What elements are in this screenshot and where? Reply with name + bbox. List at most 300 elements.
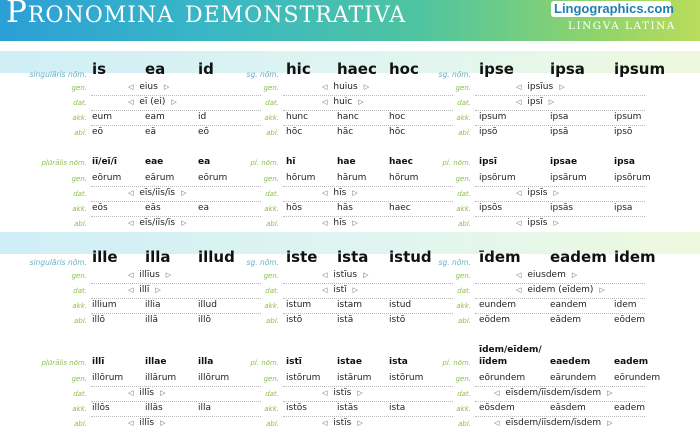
- ille-sg-akk-2: illud: [198, 300, 217, 310]
- idem-pl-akk-1: eāsdem: [550, 403, 586, 413]
- hic-pl-abl-common: hīs: [333, 218, 347, 228]
- ille-sg-label: singulāris nōm.: [29, 258, 87, 267]
- brand-subtitle: LINGVA LATINA: [568, 20, 676, 32]
- iste-sg-abl-1: istā: [337, 315, 354, 325]
- ipse-sg-abl-0: ipsō: [479, 127, 498, 137]
- idem-pl-nom-1: eaedem: [550, 357, 591, 367]
- idem-sg-nom-1: eadem: [550, 248, 607, 266]
- left-arrow-icon: ◁: [128, 389, 134, 397]
- ipse-sg-gen-common: ipsīus: [527, 82, 554, 92]
- right-arrow-icon: ▷: [559, 83, 565, 91]
- row-divider: [91, 186, 261, 187]
- iste-gen-label: gen.: [263, 272, 279, 280]
- left-arrow-icon: ◁: [494, 389, 500, 397]
- iste-pl-gen-1: istārum: [337, 373, 372, 383]
- row-divider: [475, 416, 645, 417]
- is-sg-label: singulāris nōm.: [29, 70, 87, 79]
- hic-abl-label: abl.: [266, 129, 279, 137]
- iste-pl-nom-1: istae: [337, 357, 362, 367]
- right-arrow-icon: ▷: [363, 271, 369, 279]
- left-arrow-icon: ◁: [516, 83, 522, 91]
- is-pl-gen-1: eārum: [145, 173, 175, 183]
- ipse-sg-gen-row: [516, 82, 565, 92]
- left-arrow-icon: ◁: [516, 286, 522, 294]
- row-divider: [91, 283, 261, 284]
- is-sg-dat-row: [128, 97, 177, 107]
- is-sg-abl-2: eō: [198, 127, 210, 137]
- left-arrow-icon: ◁: [128, 271, 134, 279]
- hic-pl-nom-1: hae: [337, 157, 356, 167]
- iste-pl-akk-2: ista: [389, 403, 406, 413]
- ille-pl-gen-1: illārum: [145, 373, 177, 383]
- ipse-sg-dat-common: ipsī: [527, 97, 543, 107]
- left-arrow-icon: ◁: [128, 98, 134, 106]
- is-pl-dat-label: dat.: [73, 190, 87, 198]
- ipse-pl-abl-label: abl.: [458, 220, 471, 228]
- idem-sg-akk-2: idem: [614, 300, 637, 310]
- ipse-abl-label: abl.: [458, 129, 471, 137]
- is-pl-label: plūrālis nōm.: [41, 159, 87, 167]
- right-arrow-icon: ▷: [357, 389, 363, 397]
- ille-abl-label: abl.: [74, 317, 87, 325]
- ipse-pl-abl-row: [516, 218, 559, 228]
- hic-pl-gen-label: gen.: [263, 175, 279, 183]
- row-divider: [283, 298, 453, 299]
- left-arrow-icon: ◁: [128, 189, 134, 197]
- ille-sg-dat-row: [128, 285, 161, 295]
- ipse-pl-gen-0: ipsōrum: [479, 173, 516, 183]
- ipse-pl-nom-1: ipsae: [550, 157, 578, 167]
- left-arrow-icon: ◁: [322, 389, 328, 397]
- right-arrow-icon: ▷: [358, 98, 364, 106]
- ipse-akk-label: akk.: [456, 114, 471, 122]
- ipse-sg-nom-1: ipsa: [550, 60, 585, 78]
- idem-pl-gen-1: eārundem: [550, 373, 597, 383]
- row-divider: [91, 125, 261, 126]
- iste-sg-dat-common: istī: [333, 285, 347, 295]
- left-arrow-icon: ◁: [322, 98, 328, 106]
- right-arrow-icon: ▷: [352, 189, 358, 197]
- idem-sg-abl-0: eōdem: [479, 315, 511, 325]
- row-divider: [91, 216, 261, 217]
- right-arrow-icon: ▷: [553, 219, 559, 227]
- ille-pl-akk-label: akk.: [72, 405, 87, 413]
- row-divider: [475, 186, 645, 187]
- hic-sg-akk-1: hanc: [337, 112, 359, 122]
- idem-pl-nom-0: iīdem: [479, 357, 508, 367]
- idem-pl-abl-row: [494, 418, 613, 428]
- ipse-pl-nom-0: ipsī: [479, 157, 497, 167]
- row-divider: [475, 313, 645, 314]
- ille-pl-gen-2: illōrum: [198, 373, 230, 383]
- idem-pl-abl-label: abl.: [458, 420, 471, 428]
- ipse-pl-akk-0: ipsōs: [479, 203, 503, 213]
- idem-sg-nom-0: īdem: [479, 248, 521, 266]
- ille-sg-akk-0: illium: [92, 300, 117, 310]
- ipse-sg-nom-2: ipsum: [614, 60, 666, 78]
- is-sg-gen-row: [128, 82, 169, 92]
- right-arrow-icon: ▷: [155, 286, 161, 294]
- iste-sg-akk-0: istum: [286, 300, 312, 310]
- ille-pl-abl-label: abl.: [74, 420, 87, 428]
- is-pl-dat-row: [128, 188, 186, 198]
- hic-pl-akk-2: haec: [389, 203, 411, 213]
- is-pl-nom-1: eae: [145, 157, 164, 167]
- idem-pl-gen-2: eōrundem: [614, 373, 661, 383]
- page-title: Pronomina demonstrativa: [6, 0, 407, 30]
- row-divider: [475, 216, 645, 217]
- ille-sg-nom-0: ille: [92, 248, 118, 266]
- is-sg-nom-2: id: [198, 60, 214, 78]
- is-abl-label: abl.: [74, 129, 87, 137]
- right-arrow-icon: ▷: [553, 189, 559, 197]
- left-arrow-icon: ◁: [322, 419, 328, 427]
- iste-sg-abl-0: istō: [286, 315, 303, 325]
- ille-pl-akk-1: illās: [145, 403, 163, 413]
- ipse-pl-label: pl. nōm.: [442, 159, 471, 167]
- is-sg-abl-0: eō: [92, 127, 104, 137]
- ille-pl-gen-0: illōrum: [92, 373, 124, 383]
- hic-sg-label: sg. nōm.: [246, 70, 279, 79]
- ille-pl-label: plūrālis nōm.: [41, 359, 87, 367]
- is-gen-label: gen.: [71, 84, 87, 92]
- iste-pl-nom-2: ista: [389, 357, 408, 367]
- iste-sg-akk-2: istud: [389, 300, 412, 310]
- idem-sg-label: sg. nōm.: [438, 258, 471, 267]
- is-pl-akk-0: eōs: [92, 203, 108, 213]
- iste-pl-akk-1: istās: [337, 403, 358, 413]
- right-arrow-icon: ▷: [599, 286, 605, 294]
- ipse-sg-akk-0: ipsum: [479, 112, 507, 122]
- hic-pl-dat-label: dat.: [265, 190, 279, 198]
- iste-pl-abl-label: abl.: [266, 420, 279, 428]
- row-divider: [475, 95, 645, 96]
- iste-abl-label: abl.: [266, 317, 279, 325]
- iste-sg-gen-common: istīus: [333, 270, 358, 280]
- row-divider: [91, 313, 261, 314]
- idem-sg-abl-1: eādem: [550, 315, 582, 325]
- iste-dat-label: dat.: [265, 287, 279, 295]
- left-arrow-icon: ◁: [494, 419, 500, 427]
- iste-pl-dat-common: istīs: [333, 388, 352, 398]
- right-arrow-icon: ▷: [165, 271, 172, 279]
- is-pl-gen-label: gen.: [71, 175, 87, 183]
- ipse-sg-akk-2: ipsum: [614, 112, 642, 122]
- right-arrow-icon: ▷: [607, 389, 613, 397]
- idem-pl-dat-row: [494, 388, 613, 398]
- row-divider: [475, 125, 645, 126]
- row-divider: [91, 95, 261, 96]
- ipse-pl-abl-common: ipsīs: [527, 218, 548, 228]
- idem-pl-gen-0: eōrundem: [479, 373, 526, 383]
- is-sg-akk-0: eum: [92, 112, 113, 122]
- header-banner: [0, 0, 700, 41]
- iste-pl-dat-row: [322, 388, 363, 398]
- row-divider: [475, 386, 645, 387]
- ille-pl-nom-2: illa: [198, 357, 214, 367]
- is-pl-abl-common: eīs/iīs/īs: [139, 218, 176, 228]
- ille-sg-nom-1: illa: [145, 248, 171, 266]
- ille-sg-akk-1: illia: [145, 300, 161, 310]
- ille-sg-abl-0: illō: [92, 315, 106, 325]
- iste-sg-nom-2: istud: [389, 248, 432, 266]
- row-divider: [91, 386, 261, 387]
- idem-pl-nom-line1: īdem/eīdem/: [479, 345, 542, 355]
- row-divider: [91, 401, 261, 402]
- is-sg-abl-1: eā: [145, 127, 157, 137]
- is-pl-gen-2: eōrum: [198, 173, 228, 183]
- row-divider: [91, 110, 261, 111]
- ipse-pl-gen-1: ipsārum: [550, 173, 587, 183]
- hic-sg-abl-1: hāc: [337, 127, 354, 137]
- iste-sg-nom-1: ista: [337, 248, 369, 266]
- idem-pl-nom-2: eadem: [614, 357, 649, 367]
- hic-pl-akk-1: hās: [337, 203, 353, 213]
- left-arrow-icon: ◁: [322, 219, 328, 227]
- hic-pl-label: pl. nōm.: [250, 159, 279, 167]
- iste-sg-nom-0: iste: [286, 248, 318, 266]
- right-arrow-icon: ▷: [548, 98, 555, 106]
- hic-dat-label: dat.: [265, 99, 279, 107]
- left-arrow-icon: ◁: [516, 271, 522, 279]
- ille-sg-gen-common: illīus: [139, 270, 160, 280]
- ille-dat-label: dat.: [73, 287, 87, 295]
- iste-sg-akk-1: istam: [337, 300, 363, 310]
- ipse-pl-gen-2: ipsōrum: [614, 173, 651, 183]
- ille-pl-akk-2: illa: [198, 403, 212, 413]
- is-pl-gen-0: eōrum: [92, 173, 122, 183]
- idem-sg-gen-common: eiusdem: [527, 270, 566, 280]
- ipse-pl-akk-2: ipsa: [614, 203, 633, 213]
- hic-sg-abl-2: hōc: [389, 127, 406, 137]
- hic-pl-gen-0: hōrum: [286, 173, 316, 183]
- iste-sg-gen-row: [322, 270, 368, 280]
- ipse-sg-nom-0: ipse: [479, 60, 514, 78]
- left-arrow-icon: ◁: [128, 83, 134, 91]
- hic-akk-label: akk.: [264, 114, 279, 122]
- is-pl-akk-label: akk.: [72, 205, 87, 213]
- hic-sg-nom-0: hic: [286, 60, 311, 78]
- row-divider: [475, 110, 645, 111]
- hic-pl-gen-1: hārum: [337, 173, 367, 183]
- idem-sg-abl-2: eōdem: [614, 315, 646, 325]
- right-arrow-icon: ▷: [181, 189, 187, 197]
- hic-sg-gen-row: [322, 82, 369, 92]
- iste-pl-gen-0: istōrum: [286, 373, 321, 383]
- ille-sg-abl-1: illā: [145, 315, 159, 325]
- ipse-dat-label: dat.: [457, 99, 471, 107]
- ipse-pl-akk-label: akk.: [456, 205, 471, 213]
- left-arrow-icon: ◁: [128, 286, 134, 294]
- hic-sg-abl-0: hōc: [286, 127, 303, 137]
- right-arrow-icon: ▷: [352, 286, 358, 294]
- ipse-gen-label: gen.: [455, 84, 471, 92]
- idem-sg-akk-0: eundem: [479, 300, 516, 310]
- is-sg-akk-2: id: [198, 112, 207, 122]
- ille-pl-dat-row: [128, 388, 165, 398]
- is-pl-dat-common: eīs/iīs/īs: [139, 188, 176, 198]
- ipse-sg-akk-1: ipsa: [550, 112, 569, 122]
- idem-pl-akk-label: akk.: [456, 405, 471, 413]
- left-arrow-icon: ◁: [516, 219, 522, 227]
- ille-sg-nom-2: illud: [198, 248, 235, 266]
- ille-pl-nom-0: illī: [92, 357, 105, 367]
- ille-pl-nom-1: illae: [145, 357, 167, 367]
- hic-pl-nom-2: haec: [389, 157, 413, 167]
- row-divider: [475, 283, 645, 284]
- iste-pl-akk-0: istōs: [286, 403, 307, 413]
- hic-sg-dat-row: [322, 97, 364, 107]
- right-arrow-icon: ▷: [160, 419, 166, 427]
- ille-sg-gen-row: [128, 270, 171, 280]
- right-arrow-icon: ▷: [357, 419, 363, 427]
- hic-sg-nom-1: haec: [337, 60, 377, 78]
- left-arrow-icon: ◁: [322, 83, 328, 91]
- ipse-sg-dat-row: [516, 97, 554, 107]
- idem-gen-label: gen.: [455, 272, 471, 280]
- ille-pl-dat-common: illīs: [139, 388, 155, 398]
- idem-dat-label: dat.: [457, 287, 471, 295]
- idem-pl-akk-2: eadem: [614, 403, 646, 413]
- iste-pl-gen-2: istōrum: [389, 373, 424, 383]
- iste-pl-abl-row: [322, 418, 363, 428]
- ille-akk-label: akk.: [72, 302, 87, 310]
- ille-pl-akk-0: illōs: [92, 403, 110, 413]
- is-pl-akk-2: ea: [198, 203, 210, 213]
- right-arrow-icon: ▷: [363, 83, 370, 91]
- idem-akk-label: akk.: [456, 302, 471, 310]
- hic-sg-akk-2: hoc: [389, 112, 406, 122]
- ipse-sg-label: sg. nōm.: [438, 70, 471, 79]
- hic-sg-akk-0: hunc: [286, 112, 309, 122]
- idem-sg-gen-row: [516, 270, 577, 280]
- idem-pl-dat-label: dat.: [457, 390, 471, 398]
- row-divider: [283, 313, 453, 314]
- iste-sg-abl-2: istō: [389, 315, 406, 325]
- row-divider: [91, 298, 261, 299]
- row-divider: [283, 110, 453, 111]
- row-divider: [283, 416, 453, 417]
- ille-sg-abl-2: illō: [198, 315, 212, 325]
- hic-pl-akk-0: hōs: [286, 203, 302, 213]
- idem-pl-abl-common: eīsdem/iīsdem/īsdem: [505, 418, 602, 428]
- right-arrow-icon: ▷: [352, 219, 358, 227]
- ille-pl-abl-row: [128, 418, 165, 428]
- ille-pl-dat-label: dat.: [73, 390, 87, 398]
- hic-pl-abl-label: abl.: [266, 220, 279, 228]
- left-arrow-icon: ◁: [516, 98, 522, 106]
- iste-pl-dat-label: dat.: [265, 390, 279, 398]
- is-akk-label: akk.: [72, 114, 87, 122]
- ipse-pl-gen-label: gen.: [455, 175, 471, 183]
- ipse-pl-akk-1: ipsās: [550, 203, 574, 213]
- is-pl-akk-1: eās: [145, 203, 161, 213]
- iste-pl-akk-label: akk.: [264, 405, 279, 413]
- is-pl-abl-label: abl.: [74, 220, 87, 228]
- brand-logo: Lingographics.com: [551, 1, 671, 17]
- left-arrow-icon: ◁: [322, 286, 328, 294]
- ipse-pl-nom-2: ipsa: [614, 157, 635, 167]
- hic-sg-gen-common: huius: [333, 82, 358, 92]
- idem-pl-gen-label: gen.: [455, 375, 471, 383]
- ipse-sg-abl-1: ipsā: [550, 127, 569, 137]
- row-divider: [283, 186, 453, 187]
- right-arrow-icon: ▷: [163, 83, 170, 91]
- left-arrow-icon: ◁: [322, 189, 328, 197]
- idem-pl-akk-0: eōsdem: [479, 403, 515, 413]
- iste-sg-label: sg. nōm.: [246, 258, 279, 267]
- idem-abl-label: abl.: [458, 317, 471, 325]
- hic-sg-dat-common: huic: [333, 97, 353, 107]
- hic-pl-dat-row: [322, 188, 358, 198]
- row-divider: [475, 298, 645, 299]
- row-divider: [283, 201, 453, 202]
- row-divider: [475, 401, 645, 402]
- row-divider: [91, 201, 261, 202]
- is-pl-nom-0: iī/eī/ī: [92, 157, 118, 167]
- row-divider: [283, 216, 453, 217]
- is-sg-nom-1: ea: [145, 60, 166, 78]
- row-divider: [283, 125, 453, 126]
- hic-gen-label: gen.: [263, 84, 279, 92]
- hic-pl-nom-0: hī: [286, 157, 296, 167]
- ipse-sg-abl-2: ipsō: [614, 127, 633, 137]
- row-divider: [283, 283, 453, 284]
- left-arrow-icon: ◁: [322, 271, 328, 279]
- left-arrow-icon: ◁: [128, 219, 134, 227]
- idem-sg-nom-2: idem: [614, 248, 656, 266]
- is-sg-nom-0: is: [92, 60, 107, 78]
- iste-pl-nom-0: istī: [286, 357, 302, 367]
- hic-pl-dat-common: hīs: [333, 188, 347, 198]
- idem-pl-dat-common: eīsdem/īīsdem/īsdem: [505, 388, 602, 398]
- idem-sg-dat-common: eidem (eīdem): [527, 285, 594, 295]
- hic-pl-abl-row: [322, 218, 358, 228]
- ille-pl-gen-label: gen.: [71, 375, 87, 383]
- is-pl-abl-row: [128, 218, 186, 228]
- is-pl-nom-2: ea: [198, 157, 211, 167]
- row-divider: [475, 201, 645, 202]
- ille-pl-abl-common: illīs: [139, 418, 155, 428]
- hic-pl-akk-label: akk.: [264, 205, 279, 213]
- left-arrow-icon: ◁: [128, 419, 134, 427]
- iste-pl-abl-common: istīs: [333, 418, 352, 428]
- iste-pl-label: pl. nōm.: [250, 359, 279, 367]
- iste-pl-gen-label: gen.: [263, 375, 279, 383]
- left-arrow-icon: ◁: [516, 189, 522, 197]
- idem-sg-dat-row: [516, 285, 605, 295]
- right-arrow-icon: ▷: [607, 419, 613, 427]
- row-divider: [283, 95, 453, 96]
- idem-sg-akk-1: eandem: [550, 300, 587, 310]
- is-sg-akk-1: eam: [145, 112, 165, 122]
- is-sg-gen-common: eius: [139, 82, 158, 92]
- iste-sg-dat-row: [322, 285, 358, 295]
- is-sg-dat-common: eī (ei): [139, 97, 166, 107]
- right-arrow-icon: ▷: [171, 98, 177, 106]
- ipse-pl-dat-row: [516, 188, 559, 198]
- hic-sg-nom-2: hoc: [389, 60, 419, 78]
- ipse-pl-dat-label: dat.: [457, 190, 471, 198]
- ille-gen-label: gen.: [71, 272, 87, 280]
- row-divider: [91, 416, 261, 417]
- right-arrow-icon: ▷: [181, 219, 187, 227]
- iste-akk-label: akk.: [264, 302, 279, 310]
- hic-pl-gen-2: hōrum: [389, 173, 419, 183]
- row-divider: [283, 386, 453, 387]
- ille-sg-dat-common: illī: [139, 285, 150, 295]
- ipse-pl-dat-common: ipsīs: [527, 188, 548, 198]
